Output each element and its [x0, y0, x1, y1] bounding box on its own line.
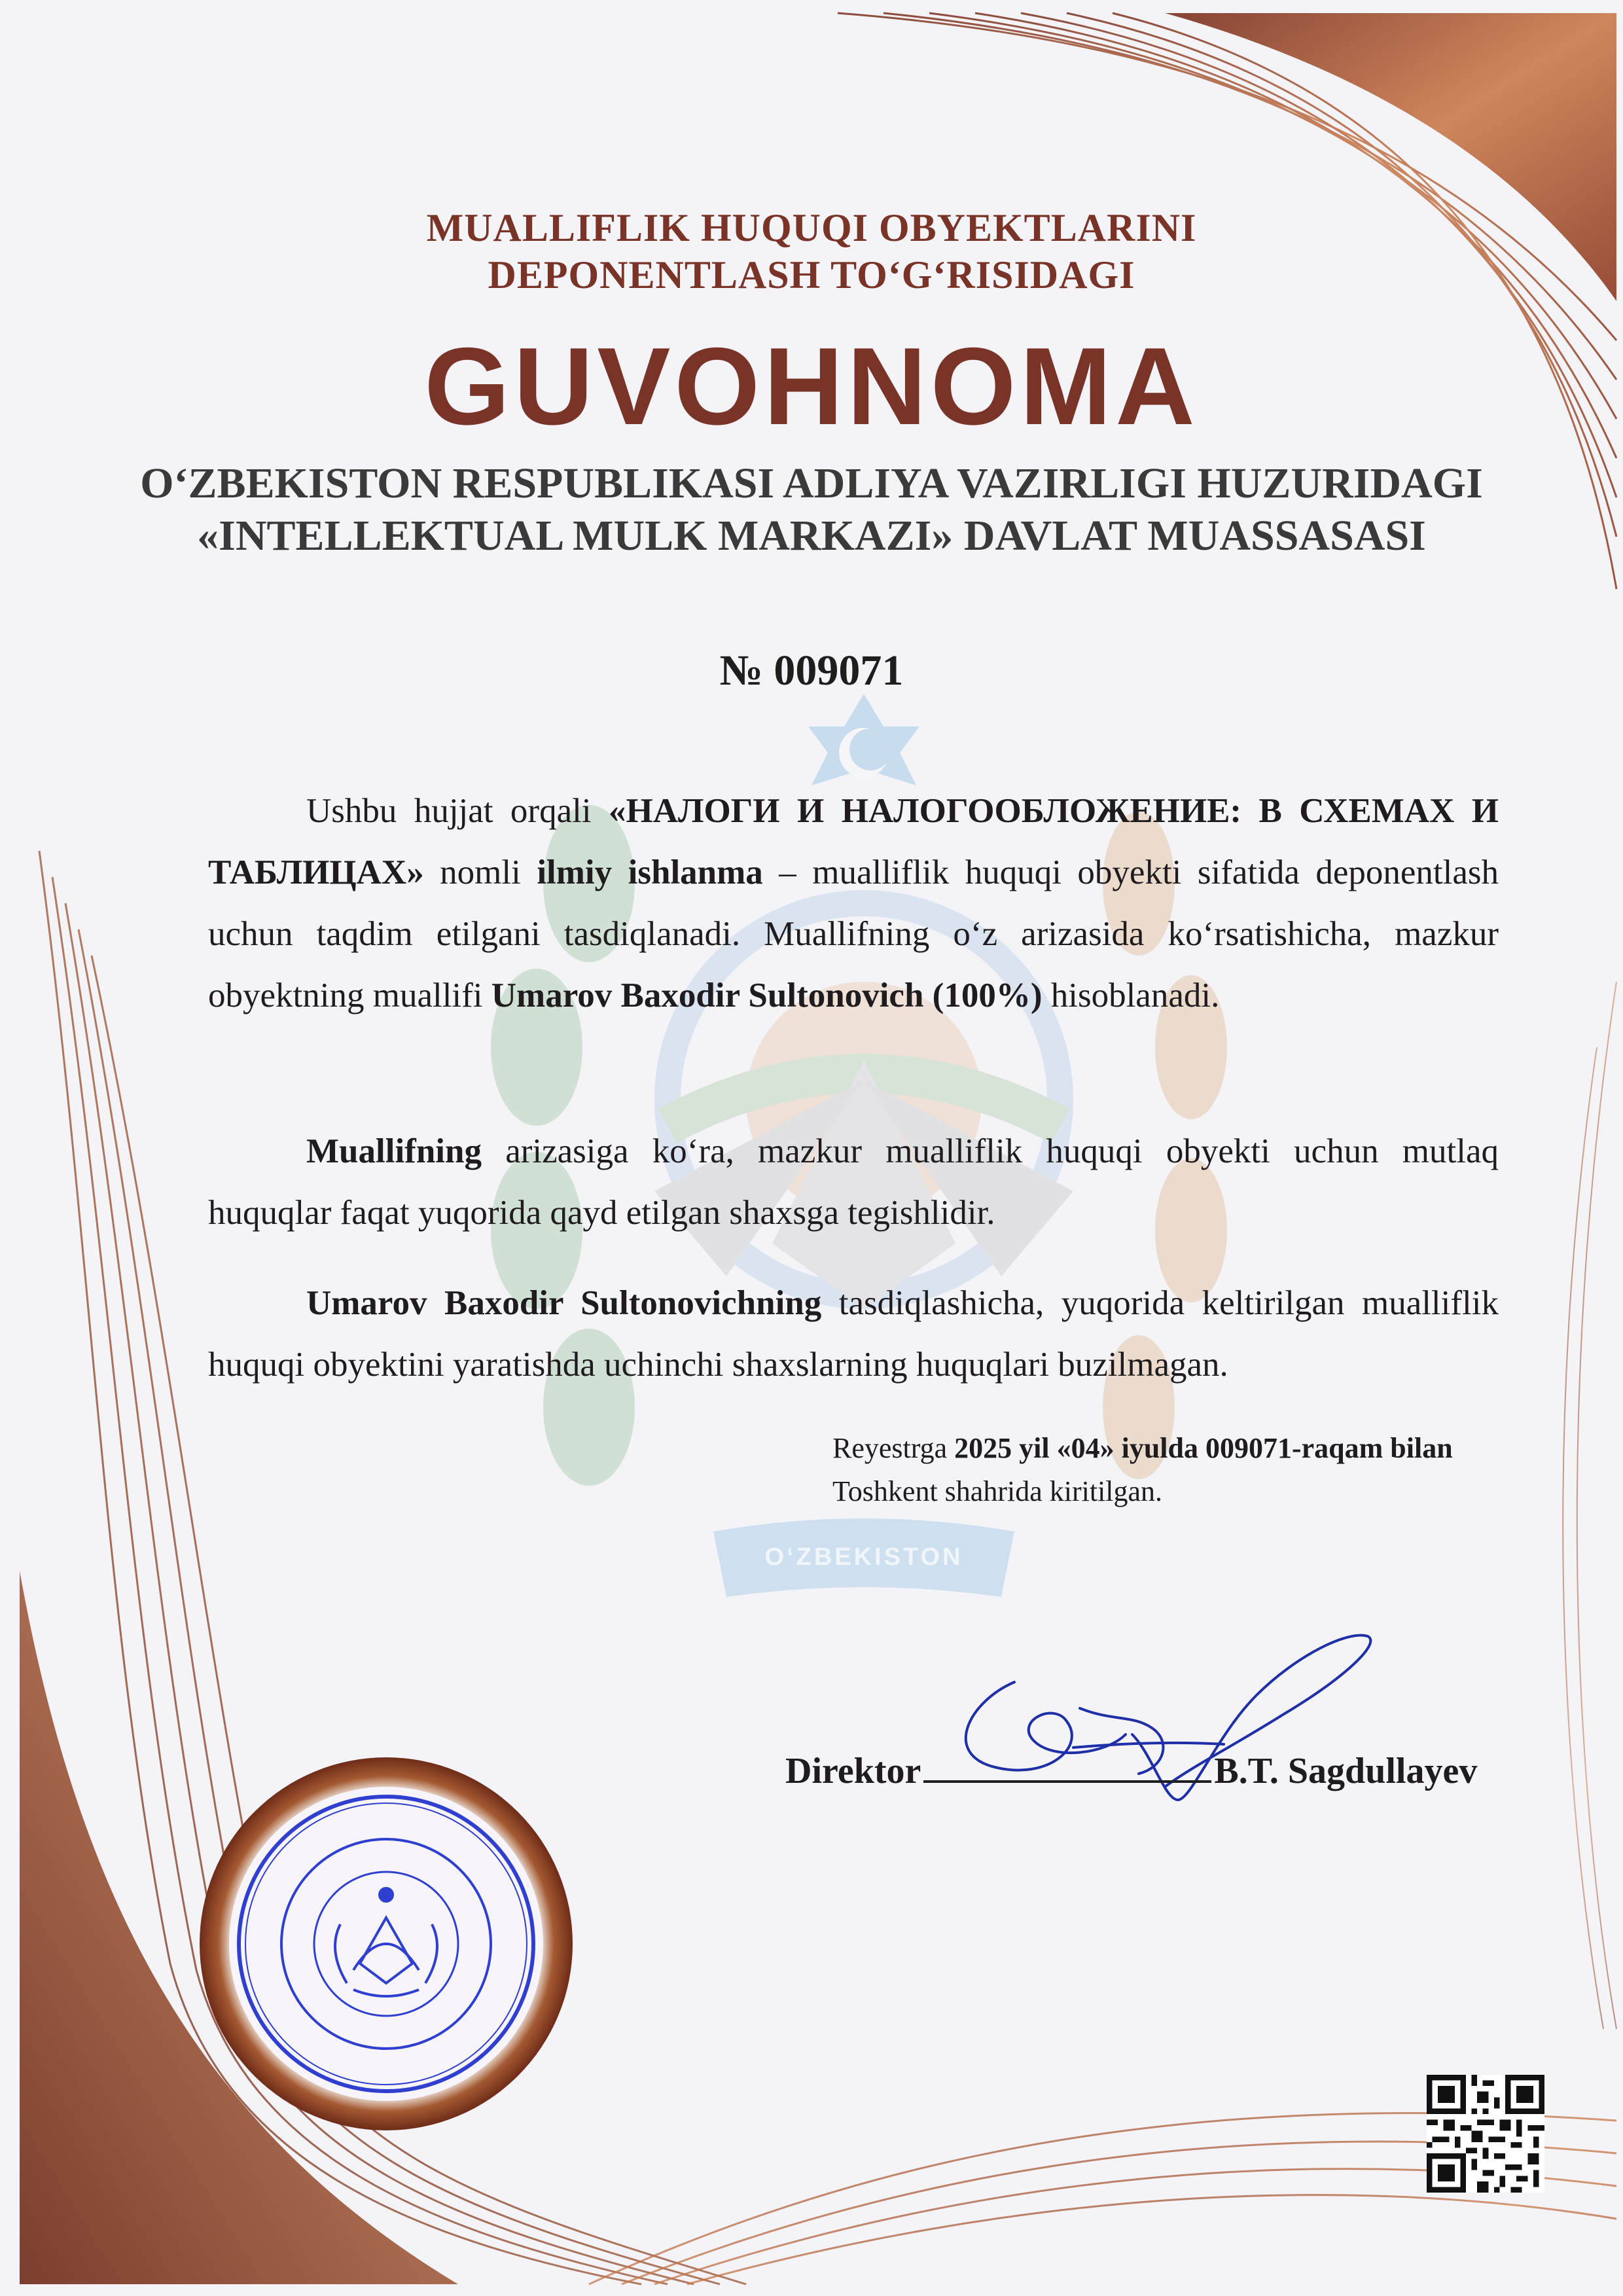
paragraph-1	[208, 780, 1499, 1026]
p2-lead: Muallifning	[306, 1132, 482, 1170]
registry-date: 2025 yil «04» iyulda 009071-raqam bilan	[954, 1432, 1453, 1464]
emblem-ribbon-text: O‘ZBEKISTON	[764, 1543, 963, 1571]
paragraph-2	[208, 1121, 1499, 1244]
certificate-number: № 009071	[719, 647, 904, 694]
p1-text-b: nomli	[423, 853, 537, 891]
official-seal-stamp	[196, 1754, 576, 2134]
p1-text-d: hisoblanadi.	[1042, 977, 1220, 1014]
work-type: ilmiy ishlanma	[537, 853, 763, 891]
author-name: Umarov Baxodir Sultonovich (100%)	[491, 977, 1043, 1014]
registry-note	[832, 1427, 1500, 1513]
signatory-name: B.T. Sagdullayev	[1214, 1751, 1478, 1791]
header-line-2: DEPONENTLASH TO‘G‘RISIDAGI	[488, 253, 1135, 296]
work-title: «НАЛОГИ И НАЛОГООБЛОЖЕНИЕ: В СХЕМАХ И ТАБЛИЦАХ»	[208, 792, 1499, 891]
signature-block	[785, 1748, 1505, 1792]
document-title: GUVOHNOMA	[424, 325, 1199, 448]
signatory-role: Direktor	[785, 1751, 921, 1791]
registry-text-b: Toshkent shahrida kiritilgan.	[832, 1475, 1163, 1507]
p3-lead: Umarov Baxodir Sultonovichning	[306, 1284, 822, 1322]
p2-rest: arizasiga ko‘ra, mazkur mualliflik huquqi obyekti uchun mutlaq huquqlar faqat yuqorida qayd etilgan shaxsga tegishlidir.	[208, 1132, 1499, 1232]
organization-line-2: «INTELLEKTUAL MULK MARKAZI» DAVLAT MUASSASASI	[197, 512, 1426, 560]
signature-line	[923, 1748, 1211, 1783]
p1-text-c: – mualliflik huquqi obyekti sifatida deponentlash uchun taqdim etilgani tasdiqlanadi. Muallifning o‘z arizasida ko‘rsatishicha, mazkur obyektning muallifi	[208, 853, 1499, 1014]
organization-line-1: O‘ZBEKISTON RESPUBLIKASI ADLIYA VAZIRLIGI HUZURIDAGI	[140, 459, 1483, 507]
paragraph-3	[208, 1272, 1499, 1395]
p1-text-a: Ushbu hujjat orqali	[306, 792, 609, 830]
header-line-1: MUALLIFLIK HUQUQI OBYEKTLARINI	[426, 206, 1197, 249]
p3-rest: tasdiqlashicha, yuqorida keltirilgan mualliflik huquqi obyektini yaratishda uchinchi shaxslarning huquqlari buzilmagan.	[208, 1284, 1499, 1384]
registry-text-a: Reyestrga	[832, 1432, 955, 1464]
qr-code[interactable]	[1427, 2075, 1544, 2193]
